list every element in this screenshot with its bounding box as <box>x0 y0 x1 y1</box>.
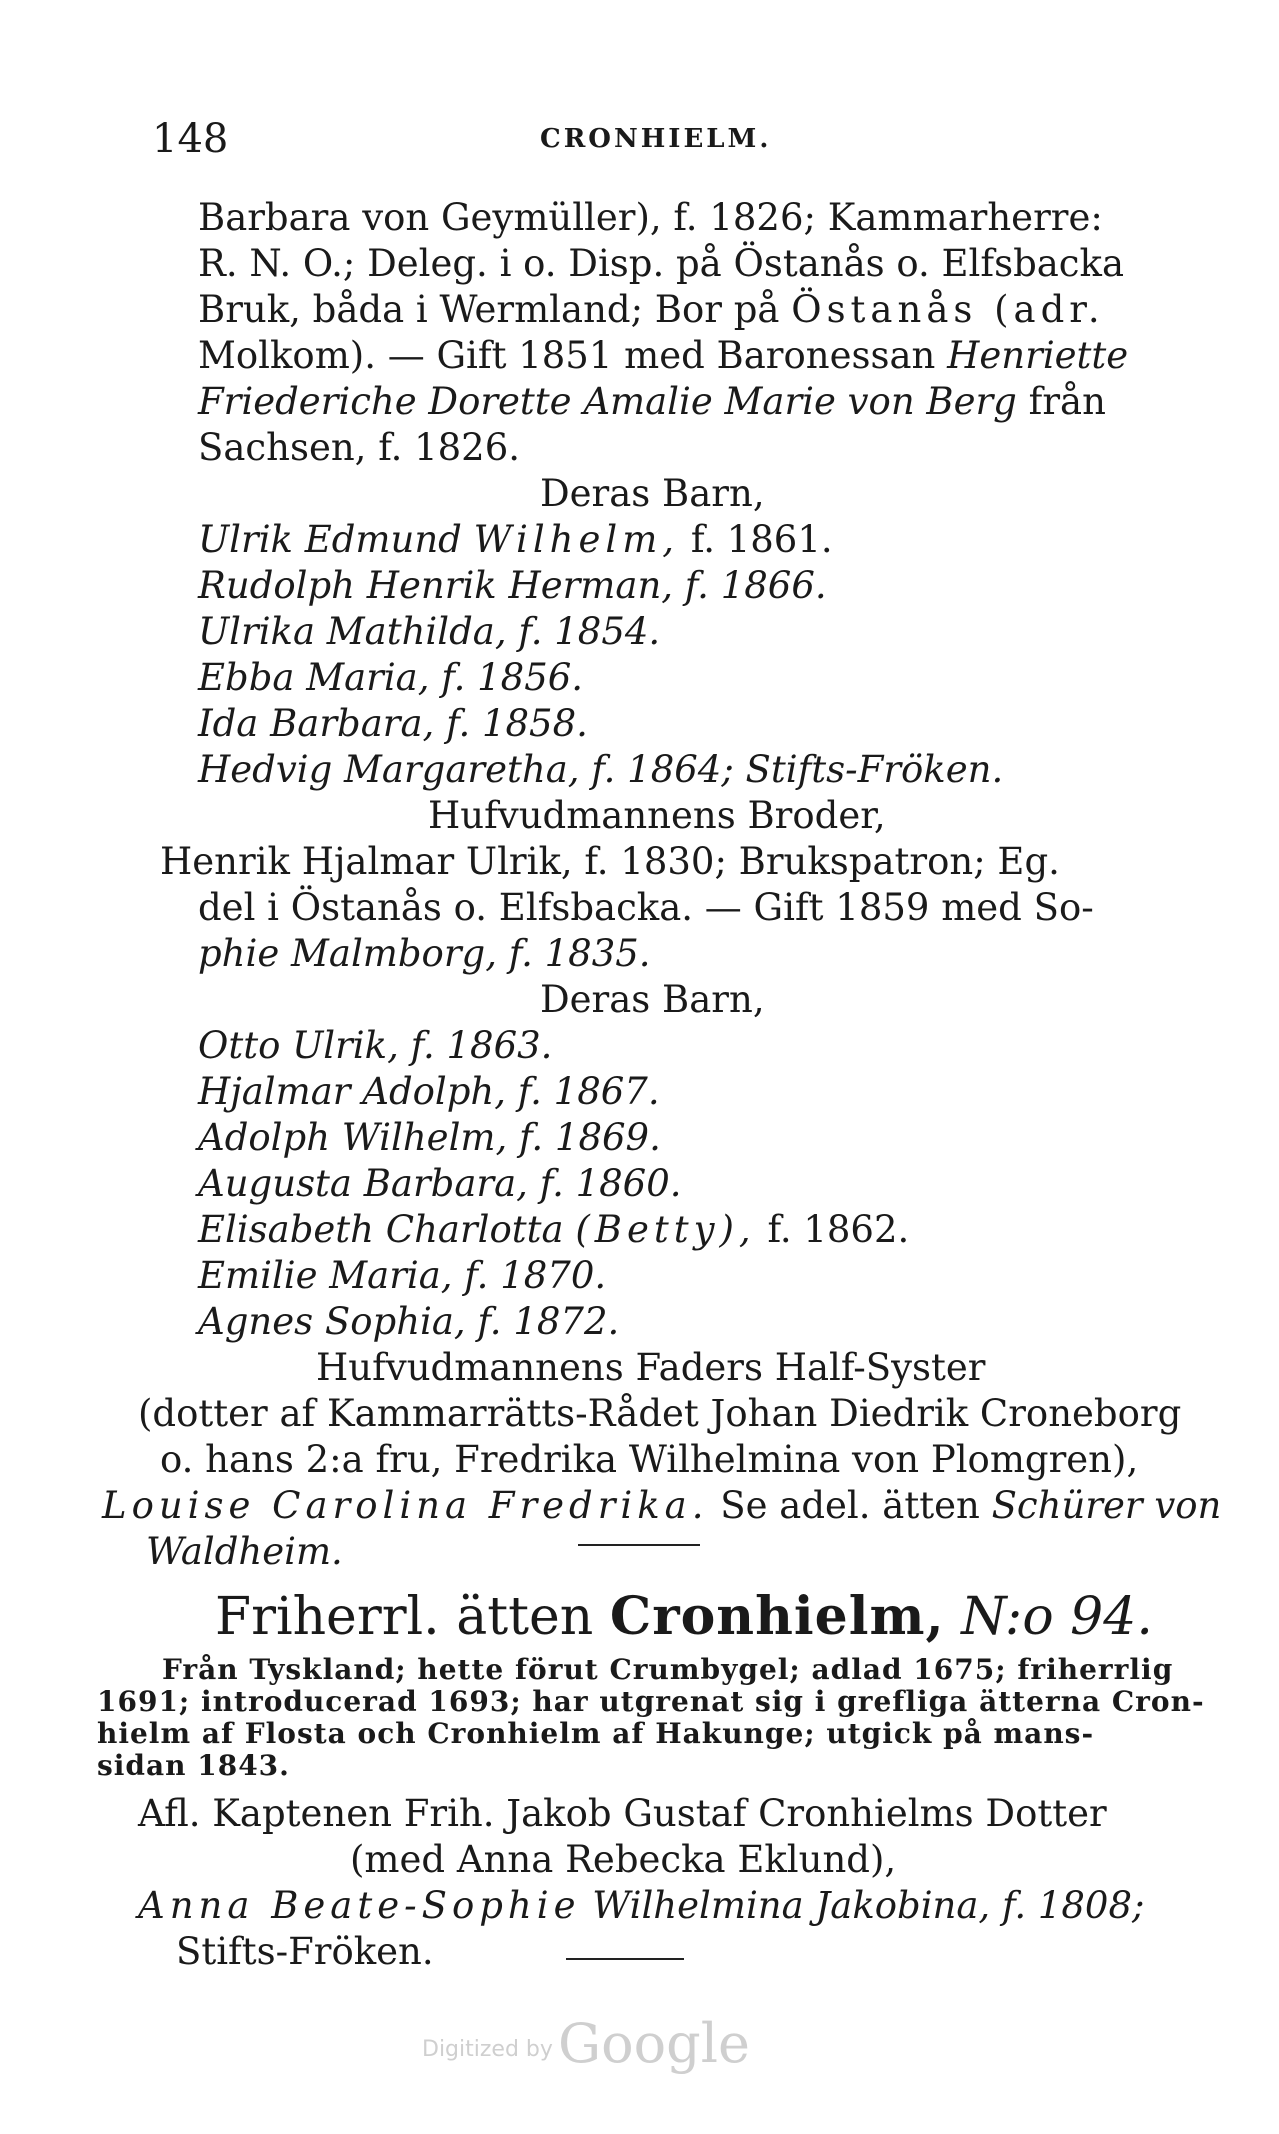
subheading: Deras Barn, <box>540 472 765 515</box>
subheading: Hufvudmannens Broder, <box>428 794 886 837</box>
text-line: Ida Barbara, f. 1858. <box>198 702 588 745</box>
section-title-suffix: N:o 94. <box>961 1587 1153 1647</box>
text-segment: Bruk, båda i Wermland; Bor på <box>198 288 780 331</box>
text-line: Sachsen, f. 1826. <box>198 426 521 469</box>
digitized-watermark <box>422 2012 750 2075</box>
name-segment: Elisabeth Charlotta <box>198 1208 564 1251</box>
text-line: Afl. Kaptenen Frih. Jakob Gustaf Cronhielms Dotter <box>138 1792 1107 1835</box>
text-line <box>198 518 833 562</box>
section-title <box>215 1586 1153 1647</box>
subheading: Hufvudmannens Faders Half-Syster <box>316 1346 986 1389</box>
text-segment: från <box>1028 380 1106 423</box>
name-segment: Henriette <box>947 334 1129 377</box>
text-line: del i Östanås o. Elfsbacka. — Gift 1859 med So- <box>198 886 1094 929</box>
text-segment: Se adel. ätten <box>720 1484 980 1527</box>
text-line: Ulrika Mathilda, f. 1854. <box>198 610 661 653</box>
text-line: phie Malmborg, f. 1835. <box>198 932 651 975</box>
intro-line: sidan 1843. <box>97 1749 290 1782</box>
section-title-name: Cronhielm, <box>609 1586 945 1647</box>
text-line <box>138 1884 1144 1928</box>
text-line <box>102 1484 1221 1528</box>
text-line: Hjalmar Adolph, f. 1867. <box>198 1070 660 1113</box>
name-segment: Wilhelm, <box>473 518 680 561</box>
subheading: Deras Barn, <box>540 978 765 1021</box>
text-line: Emilie Maria, f. 1870. <box>198 1254 607 1297</box>
text-line: Adolph Wilhelm, f. 1869. <box>198 1116 661 1159</box>
text-line <box>198 380 1106 424</box>
text-line: Barbara von Geymüller), f. 1826; Kammarherre: <box>198 196 1103 239</box>
text-line: Stifts-Fröken. <box>176 1930 434 1973</box>
text-line <box>198 334 1128 378</box>
text-line: (med Anna Rebecka Eklund), <box>350 1838 897 1881</box>
text-line: o. hans 2:a fru, Fredrika Wilhelmina von Plomgren), <box>160 1438 1139 1481</box>
text-line: R. N. O.; Deleg. i o. Disp. på Östanås o. Elfsbacka <box>198 242 1125 285</box>
page-number: 148 <box>152 116 229 162</box>
running-title: CRONHIELM. <box>540 124 772 154</box>
text-line: Agnes Sophia, f. 1872. <box>198 1300 620 1343</box>
text-line <box>198 1208 909 1252</box>
watermark-prefix: Digitized by <box>422 2037 553 2062</box>
text-segment: Östanås (adr. <box>791 288 1105 331</box>
name-segment: (Betty), <box>575 1208 756 1251</box>
name-segment: Anna Beate-Sophie <box>138 1884 581 1927</box>
name-segment: Ulrik Edmund <box>198 518 462 561</box>
text-segment: f. 1861. <box>690 518 833 561</box>
name-segment: Marie von Berg <box>724 380 1017 423</box>
divider <box>578 1544 700 1546</box>
text-line: Henrik Hjalmar Ulrik, f. 1830; Brukspatron; Eg. <box>160 840 1060 883</box>
text-segment: f. 1862. <box>767 1208 910 1251</box>
text-line <box>198 288 1105 332</box>
text-segment: Molkom). — Gift 1851 med Baronessan <box>198 334 936 377</box>
text-line: Ebba Maria, f. 1856. <box>198 656 584 699</box>
text-line: (dotter af Kammarrätts-Rådet Johan Diedrik Croneborg <box>138 1392 1182 1435</box>
text-line: Augusta Barbara, f. 1860. <box>198 1162 682 1205</box>
intro-line: hielm af Flosta och Cronhielm af Hakunge; utgick på mans- <box>97 1717 1095 1750</box>
google-logo: Google <box>558 2012 750 2075</box>
name-segment: Schürer von <box>991 1484 1222 1527</box>
text-line: Hedvig Margaretha, f. 1864; Stifts-Fröken. <box>198 748 1004 791</box>
intro-line: 1691; introducerad 1693; har utgrenat sig i grefliga ätterna Cron- <box>97 1685 1205 1718</box>
name-segment: Friederiche Dorette Amalie <box>198 380 713 423</box>
name-segment: Wilhelmina Jakobina, f. 1808; <box>592 1884 1145 1927</box>
divider <box>566 1958 684 1960</box>
name-segment: Louise Carolina Fredrika. <box>102 1484 709 1527</box>
text-line: Rudolph Henrik Herman, f. 1866. <box>198 564 827 607</box>
intro-line: Från Tyskland; hette förut Crumbygel; adlad 1675; friherrlig <box>162 1653 1174 1686</box>
text-line: Otto Ulrik, f. 1863. <box>198 1024 553 1067</box>
section-title-prefix: Friherrl. ätten <box>215 1587 594 1647</box>
text-line: Waldheim. <box>146 1530 343 1573</box>
